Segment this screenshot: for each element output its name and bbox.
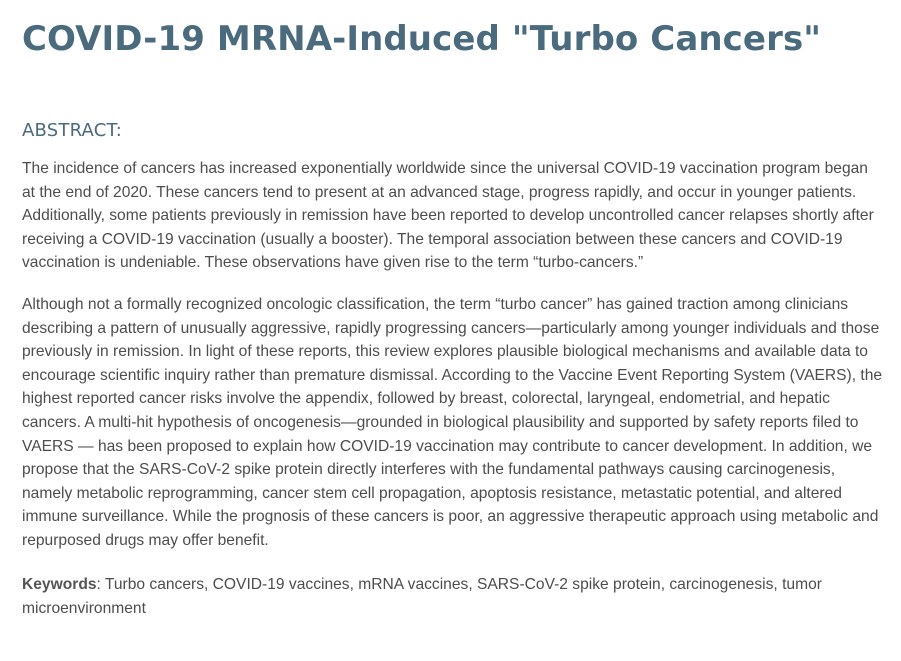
abstract-heading: ABSTRACT: xyxy=(22,120,122,141)
keywords-label: Keywords xyxy=(22,576,97,593)
page-title: COVID-19 MRNA-Induced "Turbo Cancers" xyxy=(22,19,822,59)
keywords-paragraph xyxy=(22,573,884,620)
abstract-paragraph-2: Although not a formally recognized oncologic classification, the term “turbo cancer” has gained traction among clinicians describing a pattern of unusually aggressive, rapidly progressing cancers—particularly among younger individuals and those previously in remission. In light of these reports, this review explores plausible biological mechanisms and available data to encourage scientific inquiry rather than premature dismissal. According to the Vaccine Event Reporting System (VAERS), the highest reported cancer risks involve the appendix, followed by breast, colorectal, laryngeal, endometrial, and hepatic cancers. A multi-hit hypothesis of oncogenesis—grounded in biological plausibility and supported by safety reports filed to VAERS — has been proposed to explain how COVID-19 vaccination may contribute to cancer development. In addition, we propose that the SARS-CoV-2 spike protein directly interferes with the fundamental pathways causing carcinogenesis, namely metabolic reprogramming, cancer stem cell propagation, apoptosis resistance, metastatic potential, and altered immune surveillance. While the prognosis of these cancers is poor, an aggressive therapeutic approach using metabolic and repurposed drugs may offer benefit. xyxy=(22,296,883,549)
keywords-list: : Turbo cancers, COVID-19 vaccines, mRNA vaccines, SARS-CoV-2 spike protein, carcinogenesis, tumor microenvironment xyxy=(22,576,822,617)
abstract-paragraph-1: The incidence of cancers has increased exponentially worldwide since the universal COVID-19 vaccination program began at the end of 2020. These cancers tend to present at an advanced stage, progress rapidly, and occur in younger patients. Additionally, some patients previously in remission have been reported to develop uncontrolled cancer relapses shortly after receiving a COVID-19 vaccination (usually a booster). The temporal association between these cancers and COVID-19 vaccination is undeniable. These observations have given rise to the term “turbo-cancers.” xyxy=(22,160,874,272)
article-page xyxy=(22,0,884,617)
